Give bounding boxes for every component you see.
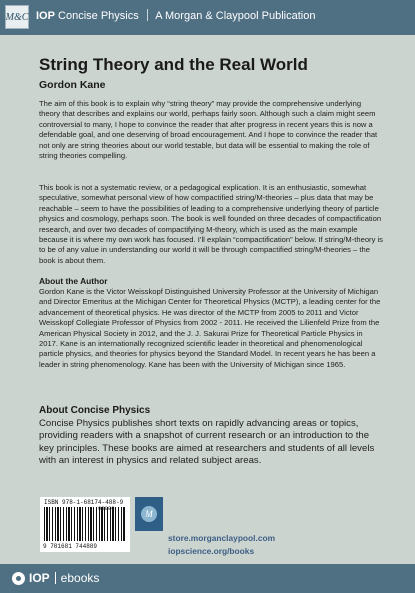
series-name: Concise Physics	[58, 10, 139, 22]
bottom-banner	[0, 564, 415, 593]
series-line	[36, 9, 315, 22]
series-brand: IOP	[36, 10, 55, 22]
ebooks-label: ebooks	[60, 571, 100, 585]
morgan-claypool-logo	[135, 497, 163, 531]
publisher-name: A Morgan & Claypool Publication	[155, 10, 316, 22]
barcode-number: 9 781681 744889	[43, 543, 98, 550]
book-author: Gordon Kane	[39, 79, 106, 91]
about-series-text: Concise Physics publishes short texts on rapidly advancing areas or topics, providing readers with a snapshot of current research or an introduction to the key principles. These books are aimed at researchers and students of all levels with an interest in physics and related subject areas.	[39, 418, 375, 467]
barcode-bars	[44, 507, 126, 541]
divider	[55, 572, 56, 584]
store-url[interactable]: store.morganclaypool.com	[168, 533, 276, 543]
description-paragraph-1: The aim of this book is to explain why “string theory” may provide the comprehensive underlying theory that describes and explains our world, perhaps fairly soon. Although such a claim might seem controversial to many, I hope to convince the reader that after progress in recent years this is now a defendable goal, and one deserving of broad encouragement. And I hope to convince the reader that not only are string theories about our world testable, but data will be essential to making the role of string theories compelling.	[39, 99, 378, 161]
book-title: String Theory and the Real World	[39, 55, 308, 74]
isbn-barcode	[40, 497, 130, 552]
about-author-text: Gordon Kane is the Victor Weisskopf Distinguished University Professor at the University of Michigan and Director Emeritus at the Michigan Center for Theoretical Physics (MCTP), a leading center for the advancement of theoretical physics. He was director of the MCTP from 2005 to 2011 and Victor Weisskopf Collegiate Professor of Physics from 2002 - 2011. He received the Lilienfeld Prize from the American Physical Society in 2012, and the J. J. Sakurai Prize for Theoretical Particle Physics in 2017. Kane is an internationally recognized scientific leader in theoretical and phenomenological particle physics, and theories for physics beyond the Standard Model. In recent years he has been a leader in string phenomenology. Kane has been with the University of Michigan since 1965.	[39, 287, 381, 369]
top-banner	[0, 0, 415, 35]
isbn-label: ISBN 978-1-68174-488-9	[44, 499, 124, 506]
barcode-addon: 90000	[98, 505, 115, 512]
about-series-heading: About Concise Physics	[39, 405, 151, 416]
iop-brand: IOP	[29, 571, 50, 585]
logo-text: M&C	[5, 11, 29, 23]
mc-emblem-icon: M	[141, 506, 157, 522]
iop-circle-icon	[12, 572, 25, 585]
iopscience-url[interactable]: iopscience.org/books	[168, 546, 255, 556]
about-author-heading: About the Author	[39, 276, 108, 286]
publisher-logo	[5, 5, 29, 29]
divider	[147, 9, 148, 21]
iop-ebooks-logo	[12, 571, 99, 585]
description-paragraph-2: This book is not a systematic review, or a pedagogical explication. It is an enthusiastic, somewhat speculative, somewhat personal view of how compactified string/M-theories – plus data that may be reachable – seem to have the possibilities of leading to a comprehensive underlying theory of particle physics and cosmology, perhaps soon. The book is well founded on three decades of compactification research, and over two decades of compactifying M-theory, which is used as the main example because it is where my own work has focused. I’ll explain “compactification” below. If string/M-theory is to be of any value in understanding our world it will be through compactified string/M-theories – the book is about them.	[39, 183, 383, 265]
